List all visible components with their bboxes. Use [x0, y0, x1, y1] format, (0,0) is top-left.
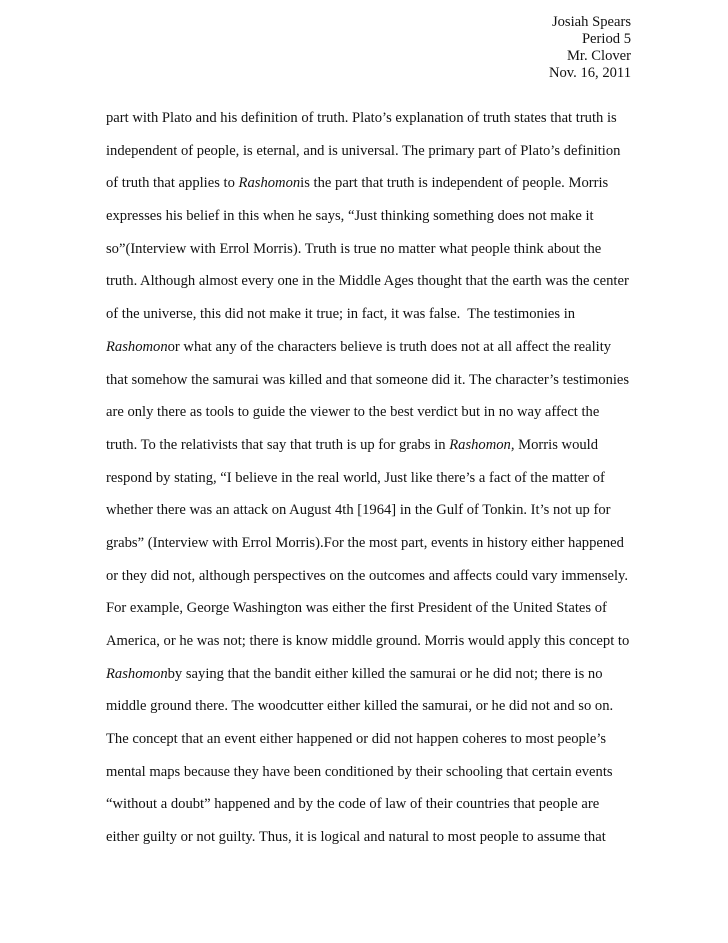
essay-body — [106, 110, 646, 862]
teacher-name: Mr. Clover — [566, 48, 631, 64]
text-segment: The concept that an event either happened or did not happen coheres to most people’s — [106, 731, 607, 748]
text-line — [106, 175, 646, 208]
text-segment: expresses his belief in this when he says, “Just thinking something does not make it — [106, 208, 594, 225]
italic-title-segment: Rashomon — [106, 665, 168, 682]
italic-title-segment: Rashomon — [238, 175, 301, 192]
document-header — [549, 14, 631, 82]
text-segment: middle ground there. The woodcutter either killed the samurai, or he did not and so on. — [106, 698, 614, 715]
text-segment: “without a doubt” happened and by the code of law of their countries that people are — [106, 796, 600, 813]
text-line — [106, 143, 646, 176]
text-segment: respond by stating, “I believe in the real world, Just like there’s a fact of the matter of — [106, 469, 605, 486]
text-line — [106, 698, 646, 731]
text-line — [106, 633, 646, 666]
text-segment: or what any of the characters believe is truth does not at all affect the reality — [167, 338, 612, 355]
text-line — [106, 568, 646, 601]
text-segment: of truth that applies to — [106, 175, 239, 192]
text-segment: by saying that the bandit either killed the samurai or he did not; there is no — [167, 665, 603, 682]
text-segment: is the part that truth is independent of people. Morris — [300, 175, 609, 192]
class-period: Period 5 — [581, 31, 631, 47]
text-line — [106, 764, 646, 797]
text-line — [106, 306, 646, 339]
text-segment: part with Plato and his definition of truth. Plato’s explanation of truth states that truth is — [106, 110, 617, 126]
text-segment: mental maps because they have been conditioned by their schooling that certain events — [106, 763, 613, 780]
text-segment: that somehow the samurai was killed and that someone did it. The character’s testimonies — [106, 371, 630, 388]
text-line — [106, 110, 646, 143]
text-line — [106, 502, 646, 535]
text-segment: grabs” (Interview with Errol Morris).For the most part, events in history either happened — [106, 534, 624, 551]
text-line — [106, 731, 646, 764]
text-line — [106, 339, 646, 372]
text-line — [106, 404, 646, 437]
text-line — [106, 535, 646, 568]
author-name: Josiah Spears — [551, 14, 631, 30]
text-segment: either guilty or not guilty. Thus, it is logical and natural to most people to assume that — [106, 829, 606, 846]
text-segment: Morris would — [514, 436, 599, 453]
text-segment: are only there as tools to guide the viewer to the best verdict but in no way affect the — [106, 404, 600, 421]
text-segment: or they did not, although perspectives on the outcomes and affects could vary immensely. — [106, 567, 628, 584]
text-line — [106, 241, 646, 274]
text-line — [106, 208, 646, 241]
text-segment: truth. Although almost every one in the Middle Ages thought that the earth was the center — [106, 273, 629, 290]
italic-title-segment: Rashomon, — [449, 436, 515, 453]
text-line — [106, 796, 646, 829]
text-line — [106, 470, 646, 503]
text-segment: truth. To the relativists that say that truth is up for grabs in — [106, 436, 450, 453]
text-segment: so”(Interview with Errol Morris). Truth is true no matter what people think about the — [106, 240, 602, 257]
text-line — [106, 829, 646, 862]
text-line — [106, 437, 646, 470]
text-line — [106, 666, 646, 699]
text-line — [106, 372, 646, 405]
text-segment: America, or he was not; there is know middle ground. Morris would apply this concept to — [106, 633, 630, 649]
text-segment: independent of people, is eternal, and is universal. The primary part of Plato’s definition — [106, 142, 621, 159]
italic-title-segment: Rashomon — [106, 338, 168, 355]
text-line — [106, 600, 646, 633]
text-line — [106, 273, 646, 306]
text-segment: whether there was an attack on August 4th [1964] in the Gulf of Tonkin. It’s not up for — [106, 502, 611, 519]
text-segment: of the universe, this did not make it true; in fact, it was false. The testimonies in — [106, 306, 576, 323]
text-segment: For example, George Washington was either the first President of the United States of — [106, 600, 607, 617]
document-date: Nov. 16, 2011 — [548, 65, 631, 81]
